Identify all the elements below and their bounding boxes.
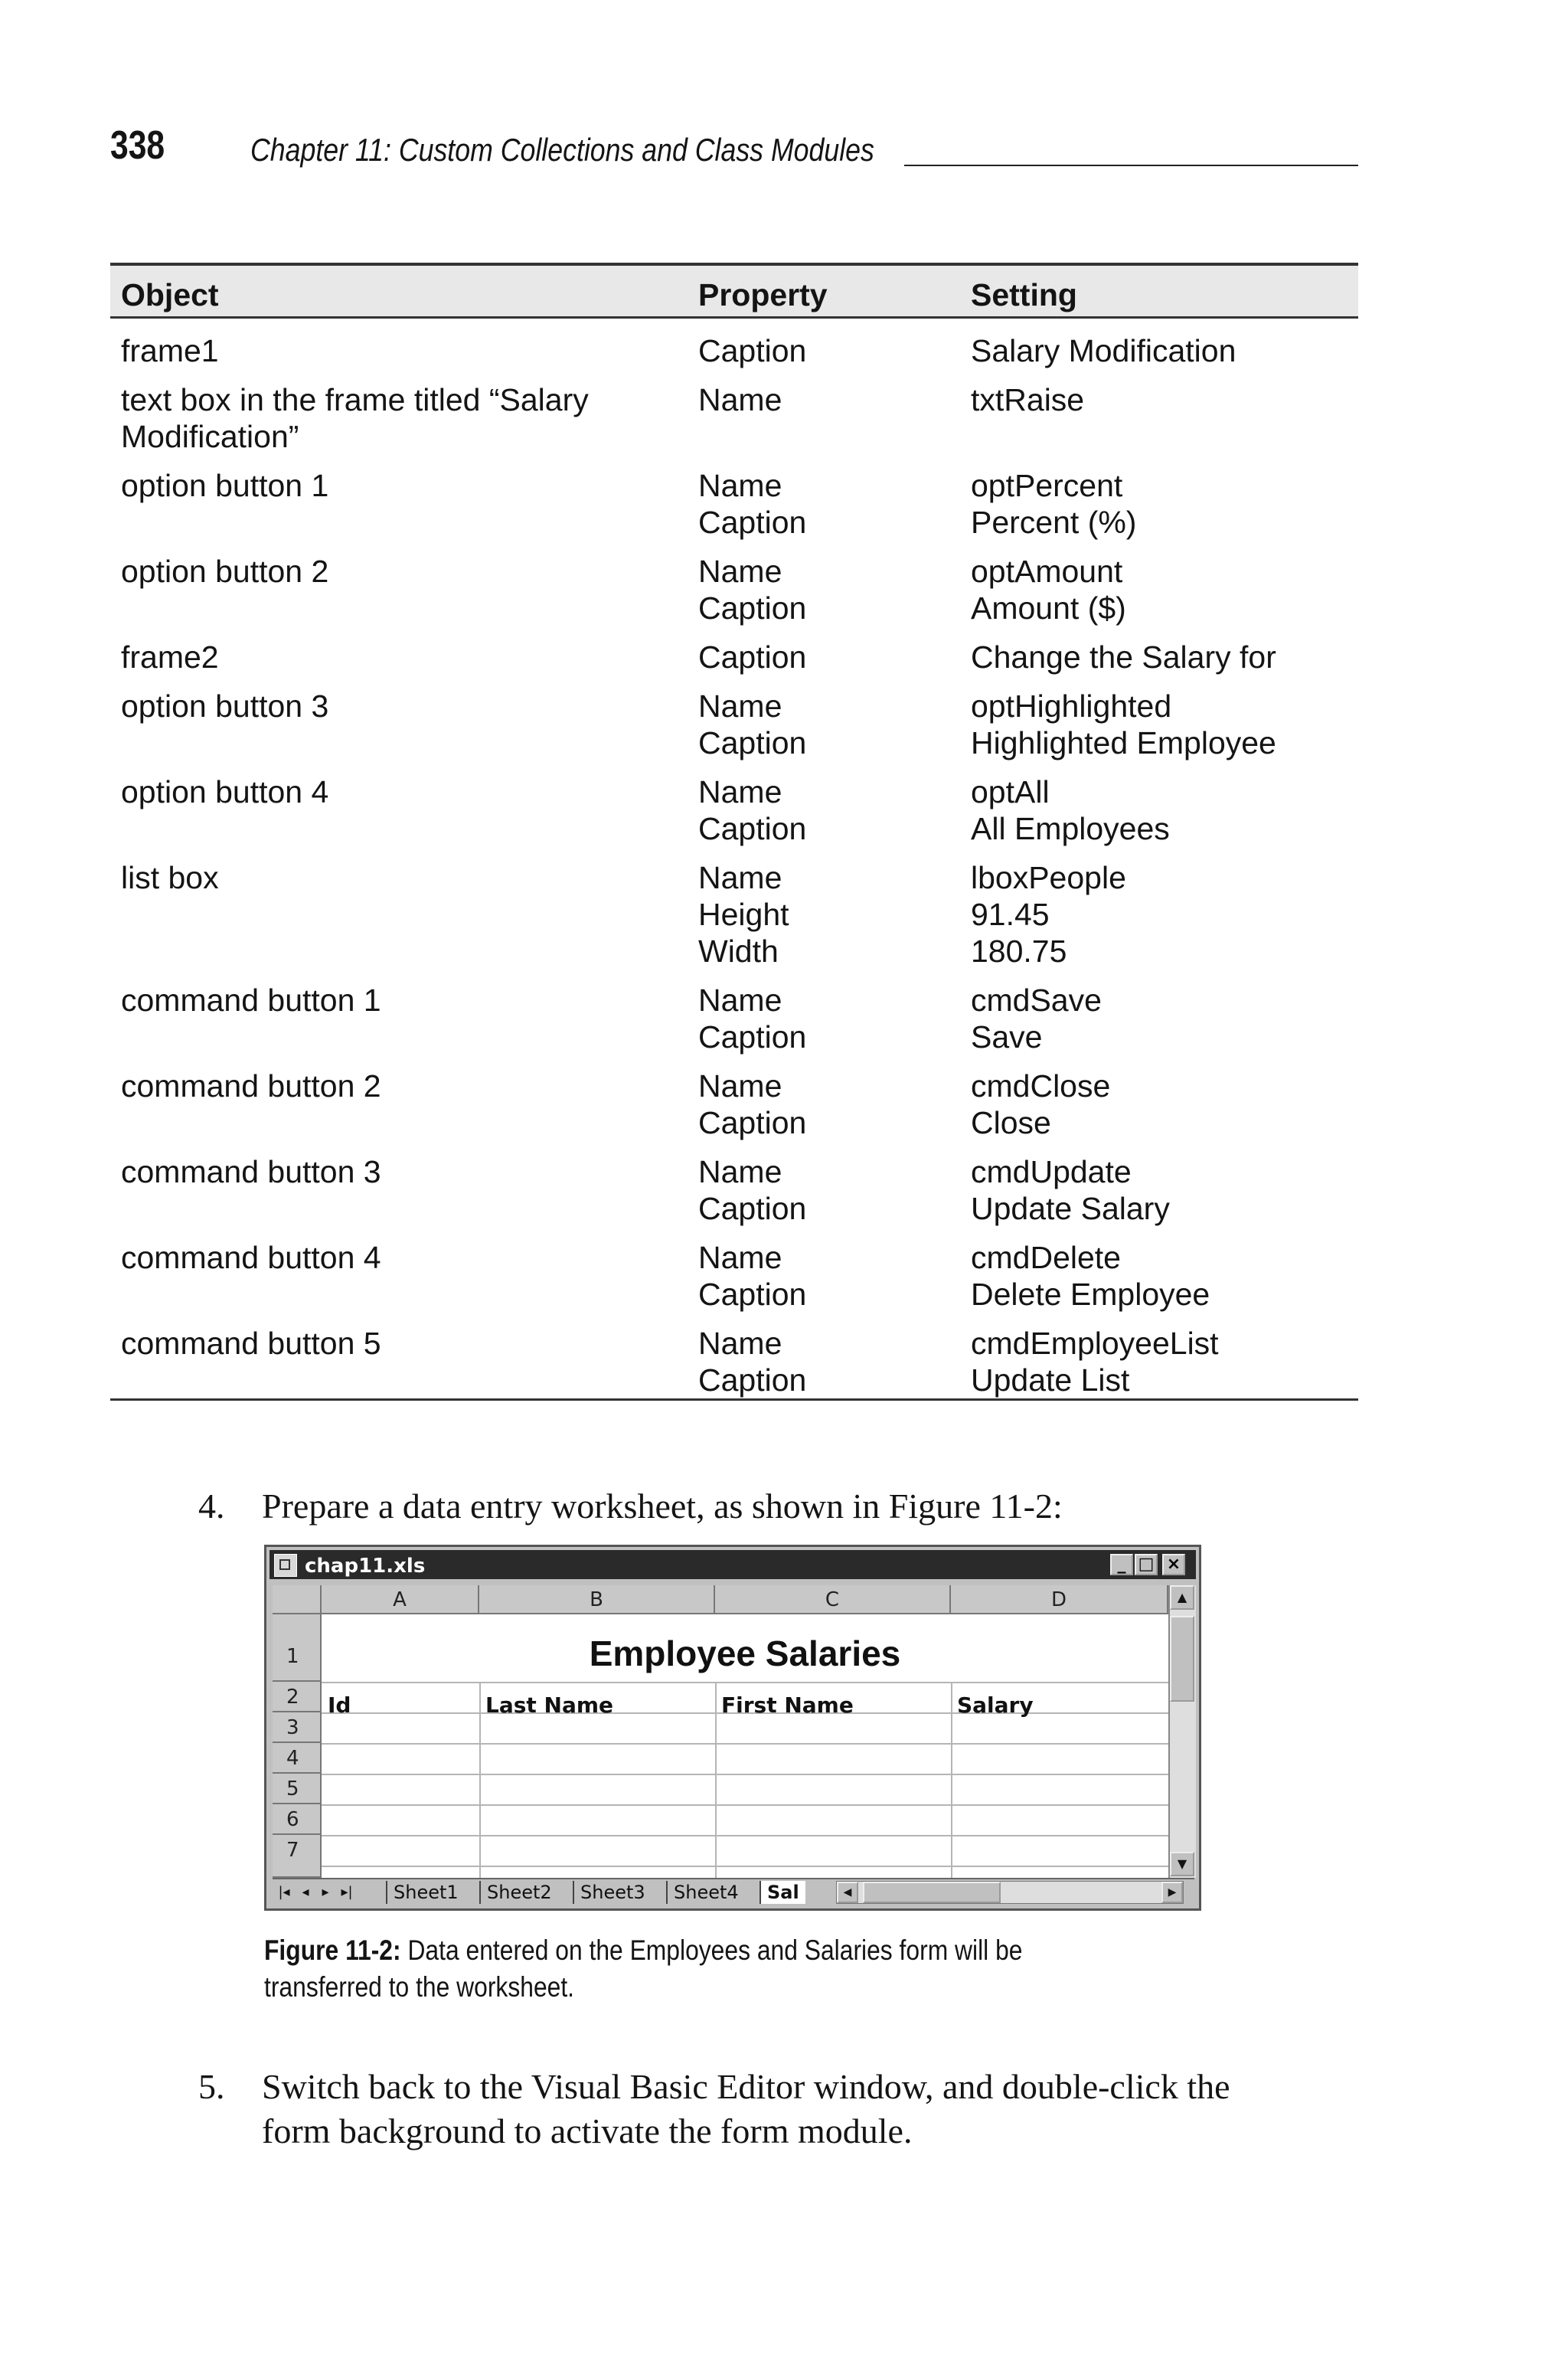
property-value: Name bbox=[698, 1240, 782, 1275]
excel-window bbox=[264, 1545, 1201, 1911]
property-cell bbox=[688, 467, 960, 553]
table-header-row bbox=[110, 264, 1358, 318]
setting-value: All Employees bbox=[971, 811, 1170, 846]
object-cell: option button 2 bbox=[121, 554, 329, 589]
object-cell: command button 3 bbox=[121, 1154, 381, 1189]
property-value: Name bbox=[698, 468, 782, 503]
row-header-2[interactable]: 2 bbox=[273, 1682, 322, 1712]
table-row bbox=[110, 1239, 1358, 1325]
maximize-button[interactable]: □ bbox=[1135, 1554, 1158, 1575]
vertical-scrollbar[interactable] bbox=[1168, 1585, 1196, 1878]
setting-value: 91.45 bbox=[971, 897, 1050, 932]
properties-table bbox=[110, 263, 1358, 1401]
property-cell bbox=[688, 859, 960, 982]
setting-value: optAmount bbox=[971, 554, 1123, 589]
row-header-7[interactable]: 7 bbox=[273, 1835, 322, 1878]
cell-first-name-header[interactable]: First Name bbox=[721, 1692, 854, 1718]
workbook-title: chap11.xls bbox=[305, 1555, 426, 1578]
chapter-title: Chapter 11: Custom Collections and Class Modules bbox=[250, 132, 874, 168]
horizontal-scrollbar[interactable] bbox=[836, 1881, 1184, 1904]
table-row bbox=[110, 688, 1358, 773]
horizontal-scroll-thumb[interactable] bbox=[863, 1882, 1001, 1903]
setting-cell bbox=[960, 1068, 1358, 1153]
property-value: Caption bbox=[698, 1362, 807, 1398]
property-value: Caption bbox=[698, 505, 807, 540]
step-4-text: Prepare a data entry worksheet, as shown in Figure 11-2: bbox=[262, 1486, 1063, 1526]
property-cell bbox=[688, 982, 960, 1068]
sheet-tab-salaries[interactable]: Sal bbox=[760, 1881, 805, 1904]
property-value: Caption bbox=[698, 725, 807, 760]
object-cell: command button 1 bbox=[121, 983, 381, 1018]
gridline bbox=[322, 1804, 1168, 1806]
setting-value: cmdEmployeeList bbox=[971, 1326, 1219, 1361]
row-header-3[interactable]: 3 bbox=[273, 1712, 322, 1743]
cell-salary-header[interactable]: Salary bbox=[957, 1692, 1034, 1718]
setting-value: Update Salary bbox=[971, 1191, 1170, 1226]
column-header-a[interactable]: A bbox=[322, 1585, 479, 1614]
gridline bbox=[322, 1774, 1168, 1775]
setting-value: lboxPeople bbox=[971, 860, 1126, 895]
row-header-6[interactable]: 6 bbox=[273, 1804, 322, 1835]
table-row bbox=[110, 773, 1358, 859]
sheet-tab-sheet3[interactable]: Sheet3 bbox=[573, 1881, 652, 1904]
setting-value: cmdClose bbox=[971, 1068, 1111, 1104]
setting-cell bbox=[960, 688, 1358, 773]
excel-title-bar bbox=[270, 1550, 1196, 1579]
property-value: Caption bbox=[698, 333, 807, 368]
sheet-tab-sheet1[interactable]: Sheet1 bbox=[386, 1881, 465, 1904]
setting-value: Close bbox=[971, 1105, 1051, 1140]
row-header-5[interactable]: 5 bbox=[273, 1774, 322, 1804]
column-header-b[interactable]: B bbox=[479, 1585, 715, 1614]
object-cell: command button 5 bbox=[110, 1325, 688, 1400]
table-row bbox=[110, 467, 1358, 553]
setting-value: Highlighted Employee bbox=[971, 725, 1276, 760]
property-value: Caption bbox=[698, 1105, 807, 1140]
step-4 bbox=[198, 1484, 1347, 1530]
setting-cell bbox=[960, 1153, 1358, 1239]
setting-value: Save bbox=[971, 1019, 1043, 1055]
table-row bbox=[110, 859, 1358, 982]
table-row bbox=[110, 982, 1358, 1068]
workbook-icon[interactable] bbox=[274, 1554, 297, 1577]
property-cell bbox=[688, 318, 960, 382]
property-cell bbox=[688, 773, 960, 859]
property-cell bbox=[688, 688, 960, 773]
property-value: Name bbox=[698, 983, 782, 1018]
object-cell: command button 2 bbox=[121, 1068, 381, 1104]
cell-last-name-header[interactable]: Last Name bbox=[485, 1692, 614, 1718]
property-cell bbox=[688, 1239, 960, 1325]
setting-cell bbox=[960, 982, 1358, 1068]
figure-label: Figure 11-2: bbox=[264, 1934, 401, 1966]
next-sheet-icon[interactable]: ▸ bbox=[322, 1884, 329, 1900]
object-cell: text box in the frame titled “Salary Modification” bbox=[121, 382, 589, 454]
gridline bbox=[322, 1743, 1168, 1745]
object-cell: command button 4 bbox=[121, 1240, 381, 1275]
close-button[interactable]: × bbox=[1162, 1554, 1185, 1575]
setting-cell bbox=[960, 1325, 1358, 1400]
setting-cell bbox=[960, 318, 1358, 382]
property-cell bbox=[688, 381, 960, 467]
cell-id-header[interactable]: Id bbox=[328, 1692, 351, 1718]
property-cell bbox=[688, 553, 960, 639]
column-header-c[interactable]: C bbox=[715, 1585, 951, 1614]
property-value: Caption bbox=[698, 639, 807, 675]
setting-value: 180.75 bbox=[971, 934, 1067, 969]
scroll-right-icon[interactable]: ▶ bbox=[1161, 1882, 1183, 1903]
property-value: Name bbox=[698, 774, 782, 809]
property-value: Height bbox=[698, 897, 789, 932]
setting-cell bbox=[960, 467, 1358, 553]
gridline bbox=[479, 1682, 481, 1878]
scroll-up-icon[interactable]: ▲ bbox=[1170, 1585, 1194, 1610]
setting-value: txtRaise bbox=[971, 382, 1085, 417]
property-value: Name bbox=[698, 554, 782, 589]
object-cell: option button 1 bbox=[121, 468, 329, 503]
setting-value: optAll bbox=[971, 774, 1050, 809]
property-value: Name bbox=[698, 382, 782, 417]
property-value: Name bbox=[698, 688, 782, 724]
column-header-property: Property bbox=[688, 264, 960, 318]
column-header-d[interactable]: D bbox=[951, 1585, 1168, 1614]
sheet-tab-sheet4[interactable]: Sheet4 bbox=[666, 1881, 745, 1904]
setting-value: cmdSave bbox=[971, 983, 1102, 1018]
object-cell: option button 4 bbox=[121, 774, 329, 809]
setting-value: Update List bbox=[971, 1362, 1130, 1398]
property-value: Caption bbox=[698, 1277, 807, 1312]
object-cell: list box bbox=[121, 860, 219, 895]
property-value: Name bbox=[698, 1326, 782, 1361]
gridline bbox=[322, 1866, 1168, 1867]
setting-cell bbox=[960, 553, 1358, 639]
property-value: Name bbox=[698, 1154, 782, 1189]
table-row bbox=[110, 1153, 1358, 1239]
page-number: 338 bbox=[110, 123, 165, 168]
running-header bbox=[110, 123, 1358, 173]
property-cell bbox=[688, 639, 960, 688]
setting-value: cmdDelete bbox=[971, 1240, 1121, 1275]
step-5 bbox=[198, 2065, 1347, 2157]
property-value: Width bbox=[698, 934, 779, 969]
last-sheet-icon[interactable]: ▸| bbox=[341, 1884, 353, 1900]
table-row bbox=[110, 553, 1358, 639]
scroll-down-icon[interactable]: ▼ bbox=[1170, 1852, 1194, 1876]
previous-sheet-icon[interactable]: ◂ bbox=[302, 1884, 309, 1900]
first-sheet-icon[interactable]: |◂ bbox=[278, 1884, 290, 1900]
scroll-thumb[interactable] bbox=[1170, 1616, 1194, 1702]
property-cell bbox=[688, 1153, 960, 1239]
table-row bbox=[110, 639, 1358, 688]
table-row bbox=[110, 318, 1358, 382]
column-header-object: Object bbox=[110, 264, 688, 318]
property-cell bbox=[688, 1068, 960, 1153]
setting-cell bbox=[960, 859, 1358, 982]
column-header-setting: Setting bbox=[960, 264, 1358, 318]
property-value: Caption bbox=[698, 811, 807, 846]
table-row bbox=[110, 1068, 1358, 1153]
object-cell: frame2 bbox=[121, 639, 219, 675]
gridline bbox=[951, 1682, 952, 1878]
gridline bbox=[322, 1682, 1168, 1683]
setting-value: Delete Employee bbox=[971, 1277, 1210, 1312]
row-header-4[interactable]: 4 bbox=[273, 1743, 322, 1774]
setting-value: cmdUpdate bbox=[971, 1154, 1132, 1189]
step-5-line-2: form background to activate the form module. bbox=[262, 2111, 913, 2150]
object-cell: frame1 bbox=[121, 333, 219, 368]
setting-cell bbox=[960, 381, 1358, 467]
property-value: Caption bbox=[698, 1019, 807, 1055]
setting-value: Amount ($) bbox=[971, 590, 1126, 626]
setting-cell bbox=[960, 639, 1358, 688]
sheet-tab-sheet2[interactable]: Sheet2 bbox=[479, 1881, 558, 1904]
sheet-tab-bar bbox=[273, 1878, 1194, 1907]
header-rule bbox=[904, 165, 1358, 166]
setting-cell bbox=[960, 1239, 1358, 1325]
property-value: Caption bbox=[698, 590, 807, 626]
table-row bbox=[110, 1325, 1358, 1400]
figure-caption bbox=[264, 1932, 1120, 2006]
property-value: Name bbox=[698, 860, 782, 895]
select-all-corner[interactable] bbox=[273, 1585, 322, 1614]
property-cell bbox=[688, 1325, 960, 1400]
setting-value: Salary Modification bbox=[971, 333, 1236, 368]
property-value: Name bbox=[698, 1068, 782, 1104]
scroll-left-icon[interactable]: ◀ bbox=[837, 1882, 858, 1903]
setting-value: Percent (%) bbox=[971, 505, 1137, 540]
gridline bbox=[715, 1682, 717, 1878]
gridline bbox=[322, 1835, 1168, 1836]
step-4-number: 4. bbox=[198, 1486, 225, 1526]
setting-cell bbox=[960, 773, 1358, 859]
worksheet-grid[interactable] bbox=[273, 1585, 1168, 1878]
figure-caption-text: Data entered on the Employees and Salaries form will be transferred to the worksheet. bbox=[264, 1934, 1023, 2003]
row-header-1[interactable]: 1 bbox=[273, 1614, 322, 1682]
step-5-line-1: Switch back to the Visual Basic Editor window, and double-click the bbox=[262, 2067, 1230, 2106]
table-row bbox=[110, 381, 1358, 467]
setting-value: optHighlighted bbox=[971, 688, 1172, 724]
minimize-button[interactable]: _ bbox=[1110, 1554, 1133, 1575]
worksheet-title-cell[interactable]: Employee Salaries bbox=[589, 1634, 901, 1673]
setting-value: Change the Salary for bbox=[971, 639, 1276, 675]
setting-value: optPercent bbox=[971, 468, 1123, 503]
object-cell: option button 3 bbox=[121, 688, 329, 724]
property-value: Caption bbox=[698, 1191, 807, 1226]
step-5-number: 5. bbox=[198, 2067, 225, 2106]
